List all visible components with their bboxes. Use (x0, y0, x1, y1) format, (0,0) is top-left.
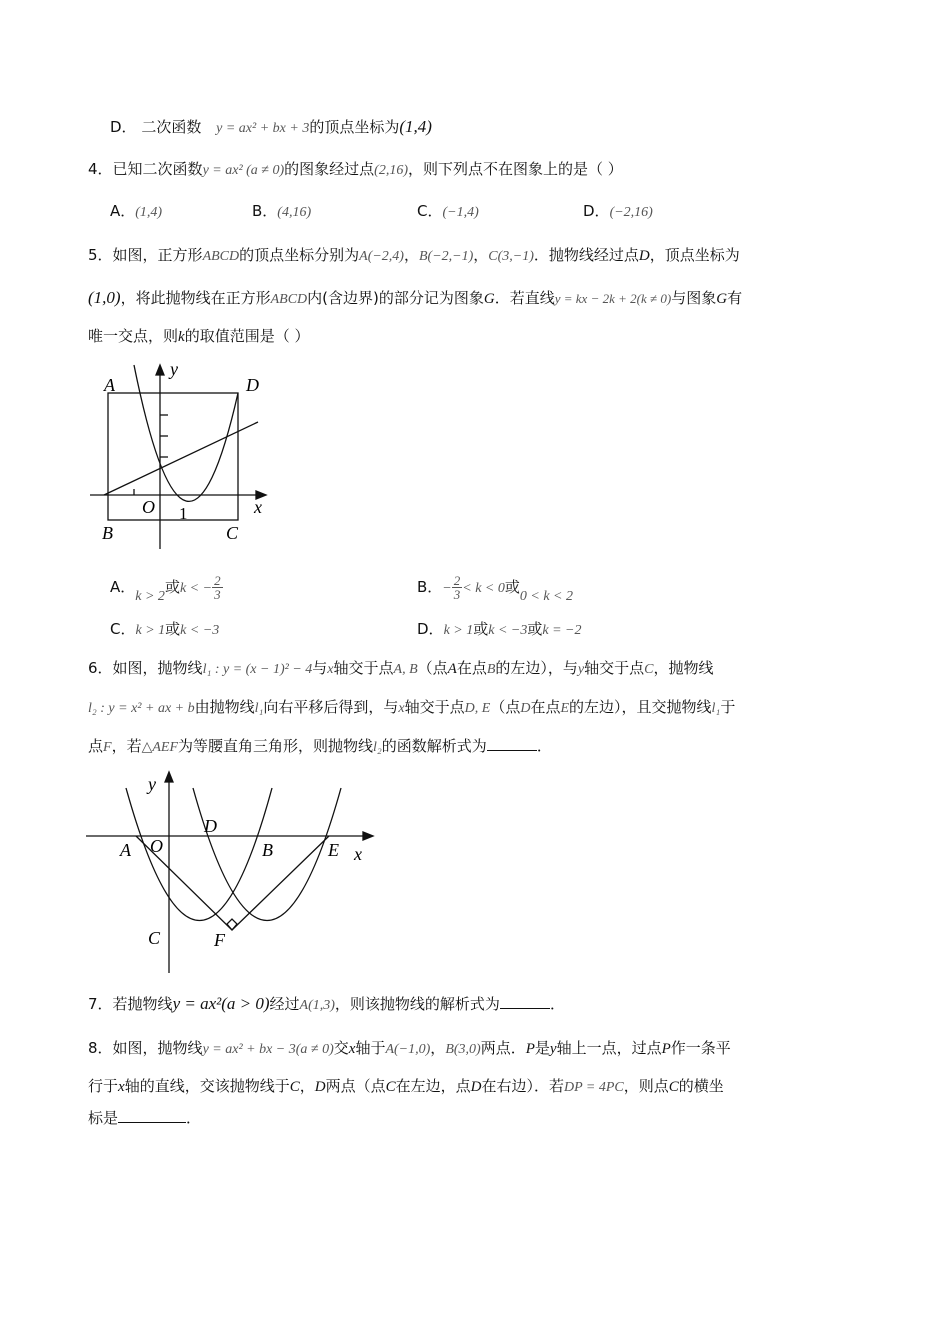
vertex-value: (1,0) (88, 288, 121, 307)
text: （点 (490, 698, 521, 716)
q4-option-d[interactable] (583, 199, 653, 225)
text: 行于 (88, 1077, 119, 1095)
formula: y = kx − 2k + 2(k ≠ 0) (554, 291, 672, 306)
math: l₁ (711, 701, 721, 716)
label-d: D (246, 375, 259, 395)
point: C(3,−1) (488, 249, 534, 264)
option-label: D． (583, 202, 610, 220)
label-o: O (142, 497, 155, 517)
label-b: B (102, 523, 113, 543)
math: ABCD (270, 292, 308, 307)
point: A(−1,0) (385, 1042, 431, 1057)
text: 两点． (480, 1039, 526, 1057)
point: (2,16) (374, 163, 408, 178)
question-number: 7． (88, 995, 113, 1013)
formula: l₂ : y = x² + ax + b (88, 701, 195, 716)
question-number: 6． (88, 659, 113, 677)
text: 轴的直线，交该抛物线于 (124, 1077, 290, 1095)
parabola (134, 365, 238, 501)
text: 与 (312, 659, 328, 677)
text: 交 (333, 1039, 349, 1057)
math: k > 1 (135, 623, 166, 638)
math: ABCD (202, 249, 240, 264)
text: 的图象经过点 (284, 160, 375, 178)
text: 与图象 (671, 289, 717, 307)
label-e: E (328, 840, 339, 860)
label-o: O (150, 836, 163, 856)
math: k > 2 (135, 589, 165, 604)
text: 或 (164, 578, 180, 596)
option-value: (−2,16) (609, 205, 653, 220)
math: P (661, 1041, 671, 1057)
q5-option-c[interactable] (110, 617, 219, 643)
text: 在左边，点 (395, 1077, 471, 1095)
text: ，则点 (623, 1077, 669, 1095)
math: G (716, 291, 728, 307)
math: D (314, 1079, 326, 1095)
text: （点 (417, 659, 448, 677)
numerator: 2 (214, 573, 221, 588)
q4-option-a[interactable] (110, 199, 162, 225)
q5-option-a[interactable] (110, 573, 223, 604)
formula: l₁ : y = (x − 1)² − 4 (202, 662, 313, 677)
math: A, B (393, 662, 418, 677)
text: 如图，抛物线 (112, 1039, 203, 1057)
option-label: C． (417, 202, 443, 220)
text: 由抛物线 (194, 698, 255, 716)
formula: DP = 4PC (563, 1080, 624, 1095)
label-x: x (354, 844, 362, 864)
point: B(−2,−1) (418, 249, 474, 264)
text: 轴交于点 (333, 659, 394, 677)
point: A(−2,4) (359, 249, 404, 264)
question-number: 4． (88, 160, 113, 178)
text: 二次函数 (141, 118, 202, 136)
q5-option-d[interactable] (417, 617, 581, 643)
text: 经过 (269, 995, 300, 1013)
math: k < −3 (488, 623, 528, 638)
label-c: C (226, 523, 239, 543)
text: 为等腰直角三角形，则抛物线 (178, 737, 374, 755)
y-axis-arrow-icon (156, 365, 164, 375)
label-y: y (148, 774, 156, 794)
q4-stem (88, 157, 623, 183)
q8-stem-line2: 行于x轴的直线，交该抛物线于C，D两点（点C在左边，点D在右边）．若DP = 4PC，则点C的横坐 (88, 1077, 724, 1095)
label-a: A (120, 840, 131, 860)
label-a: A (104, 375, 115, 395)
math: k < −3 (180, 623, 220, 638)
math: x (118, 1079, 125, 1095)
text: 已知二次函数 (112, 160, 203, 178)
math: − (442, 581, 452, 596)
text: 轴于 (355, 1039, 386, 1057)
text: 或 (473, 620, 489, 638)
label-d: D (204, 816, 217, 836)
q6-stem-line3 (88, 734, 552, 760)
text: 是 (534, 1039, 550, 1057)
option-label: A． (110, 578, 136, 596)
q4-option-b[interactable] (252, 199, 311, 225)
option-label: B． (417, 578, 443, 596)
label-b: B (262, 840, 273, 860)
math: C (644, 662, 654, 677)
q3-option-d (110, 115, 432, 141)
text: 的顶点坐标分别为 (239, 246, 360, 264)
text: 的顶点坐标为 (309, 118, 400, 136)
math: x (398, 701, 405, 716)
text: 的左边），与 (495, 659, 578, 677)
text: 或 (165, 620, 181, 638)
math: A (447, 661, 457, 677)
text: 或 (504, 578, 520, 596)
text: 轴交于点 (404, 698, 465, 716)
text: 唯一交点，则 (88, 327, 179, 345)
text: 两点（点 (325, 1077, 386, 1095)
q5-option-b[interactable] (417, 573, 573, 604)
text: 在右边）．若 (481, 1077, 564, 1095)
q5-stem-line1: 5．如图，正方形ABCD的顶点坐标分别为A(−2,4)，B(−2,−1)，C(3,−1)．抛物线经过点D，顶点坐标为 (88, 246, 740, 264)
formula: y = ax²(a > 0) (172, 994, 270, 1013)
text: 点 (88, 737, 104, 755)
text: ，则该抛物线的解析式为 (334, 995, 500, 1013)
math: 0 < k < 2 (519, 589, 573, 604)
square-abcd (108, 393, 238, 520)
text: 内(含边界)的部分记为图象 (307, 289, 484, 307)
answer-blank[interactable] (500, 994, 550, 1009)
math: D (520, 701, 531, 716)
option-label: D． (110, 118, 137, 136)
math: k = −2 (542, 623, 582, 638)
option-label: C． (110, 620, 136, 638)
q8-stem-line1: 8．如图，抛物线y = ax² + bx − 3(a ≠ 0)交x轴于A(−1,0)，B(3,0)两点．P是y轴上一点，过点P作一条平 (88, 1039, 731, 1057)
text: 在点 (456, 659, 487, 677)
label-f: F (214, 930, 225, 950)
numerator: 2 (453, 573, 461, 588)
math: < k < 0 (462, 581, 505, 596)
text: 作一条平 (670, 1039, 731, 1057)
question-number: 5． (88, 246, 113, 264)
math: k > 1 (443, 623, 474, 638)
formula: y = ax² + bx − 3(a ≠ 0) (202, 1042, 334, 1057)
q4-option-c[interactable] (417, 199, 479, 225)
y-axis-arrow-icon (165, 772, 173, 782)
math: D (470, 1079, 482, 1095)
question-number: 8． (88, 1039, 113, 1057)
math: P (525, 1041, 535, 1057)
label-x: x (254, 497, 262, 517)
option-value: (4,16) (277, 205, 312, 220)
q6-figure (84, 768, 384, 978)
math: C (385, 1079, 396, 1095)
point: B(3,0) (445, 1042, 481, 1057)
math: E (560, 701, 570, 716)
vertex-value: (1,4) (399, 117, 432, 136)
text: ． (549, 995, 565, 1013)
math: D, E (464, 701, 491, 716)
formula: y = ax² (a ≠ 0) (202, 163, 285, 178)
math: D (638, 248, 650, 264)
math: y (549, 1041, 557, 1057)
math: F (103, 740, 112, 755)
text: 在点 (530, 698, 561, 716)
answer-blank[interactable] (487, 736, 537, 751)
text: 有 (727, 289, 743, 307)
text: ，顶点坐标为 (649, 246, 740, 264)
q5-stem-line3 (88, 324, 309, 349)
math: C (289, 1079, 300, 1095)
q6-stem-line1 (88, 656, 714, 682)
label-one: 1 (179, 504, 188, 523)
text: 的函数解析式为 (381, 737, 487, 755)
label-y: y (170, 359, 178, 379)
q6-stem-line2 (88, 695, 735, 721)
text: 向右平移后得到，与 (263, 698, 399, 716)
text: 的取值范围是（ ） (184, 327, 310, 345)
fraction (212, 574, 223, 601)
q8-stem-line3 (88, 1106, 201, 1130)
math: x (348, 1041, 356, 1057)
text: 标是 (88, 1109, 119, 1127)
option-label: A． (110, 202, 136, 220)
text: ，则下列点不在图象上的是（ ） (408, 160, 623, 178)
text: 于 (720, 698, 736, 716)
text: 如图，正方形 (112, 246, 203, 264)
math: k < − (179, 581, 213, 596)
text: 轴上一点，过点 (556, 1039, 662, 1057)
right-angle-mark (227, 919, 237, 930)
denominator: 3 (214, 587, 221, 602)
text: 若抛物线 (112, 995, 173, 1013)
math: C (668, 1079, 679, 1095)
text: 如图，抛物线 (112, 659, 203, 677)
text: ． (186, 1109, 202, 1127)
text: 轴交于点 (584, 659, 645, 677)
math: G (483, 291, 495, 307)
line-kx (104, 422, 258, 495)
text: ．若直线 (494, 289, 555, 307)
option-label: B． (252, 202, 278, 220)
math: k (178, 329, 185, 345)
denominator: 3 (453, 587, 461, 602)
q7-stem (88, 992, 565, 1018)
text: ，若 (111, 737, 142, 755)
text: ．抛物线经过点 (533, 246, 639, 264)
formula: y = ax² + bx + 3 (216, 121, 310, 136)
text: ，抛物线 (653, 659, 714, 677)
q5-figure (86, 355, 276, 555)
text: 或 (527, 620, 543, 638)
option-value: (−1,4) (442, 205, 479, 220)
math: △AEF (141, 740, 179, 755)
math: y (577, 662, 585, 677)
q5-stem-line2 (88, 286, 742, 312)
math: x (327, 662, 334, 677)
text: ，将此抛物线在正方形 (120, 289, 271, 307)
fraction (452, 574, 463, 601)
math: B (486, 662, 496, 677)
option-label: D． (417, 620, 444, 638)
text: 的左边），且交抛物线 (569, 698, 712, 716)
point: A(1,3) (299, 998, 335, 1013)
answer-blank[interactable] (118, 1108, 186, 1123)
math: l₁ (254, 701, 264, 716)
x-axis-arrow-icon (363, 832, 373, 840)
label-c: C (148, 928, 161, 948)
math: l₂ (373, 740, 382, 755)
text: ． (536, 737, 552, 755)
text: 的横坐 (678, 1077, 724, 1095)
option-value: (1,4) (135, 205, 163, 220)
